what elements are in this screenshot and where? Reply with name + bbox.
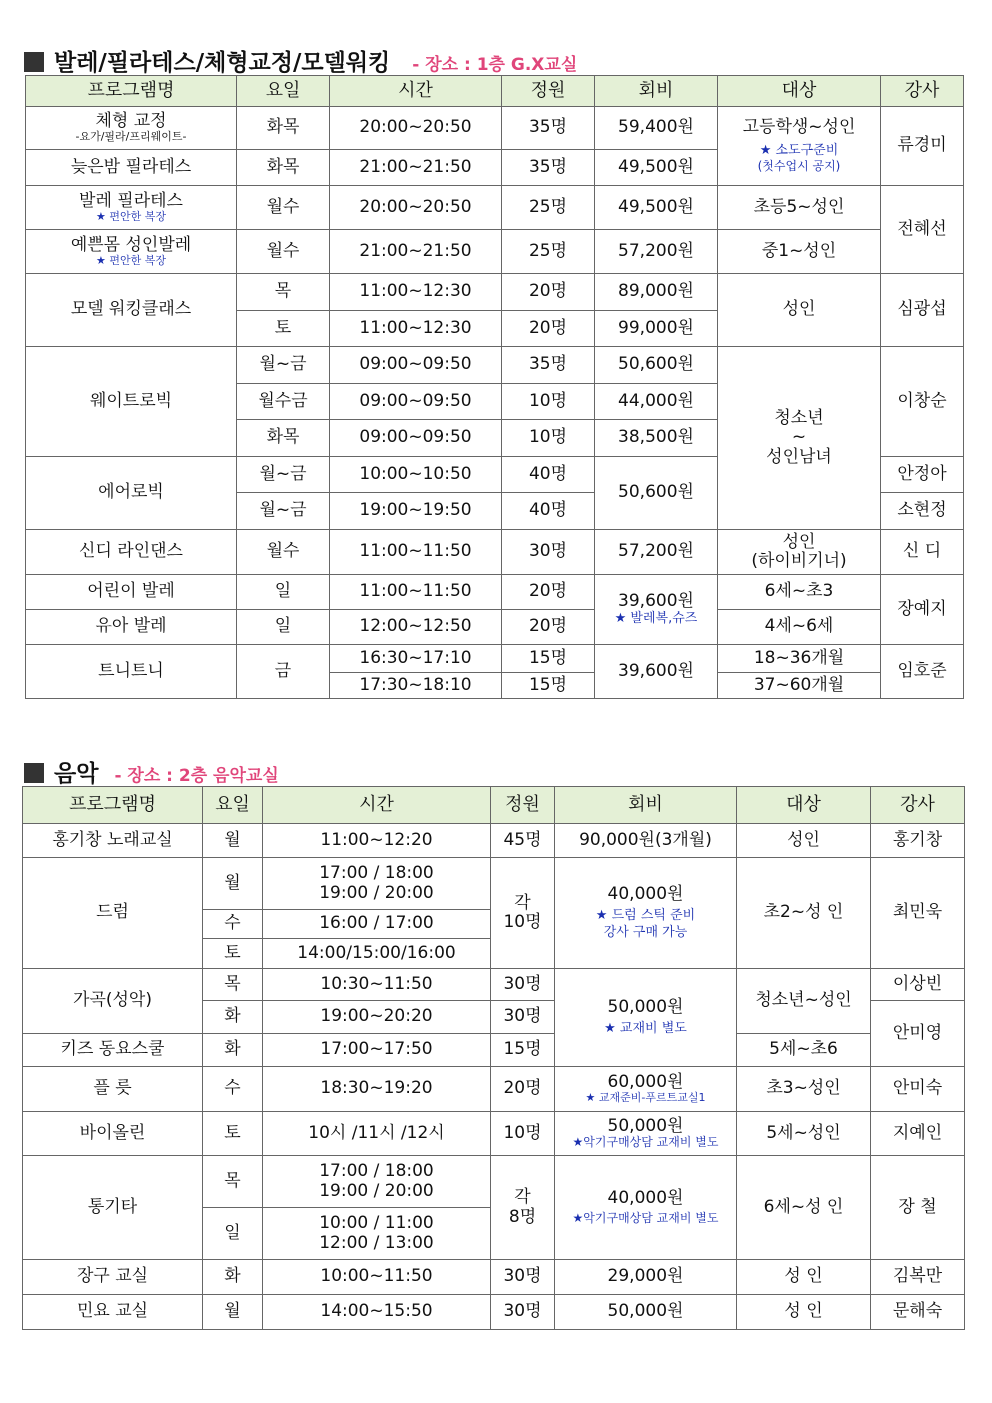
fee-cell: 89,000원 bbox=[595, 274, 718, 311]
col-header: 회비 bbox=[555, 787, 737, 824]
target-cell: 18~36개월 bbox=[718, 645, 881, 673]
time-cell: 16:30~17:10 bbox=[330, 645, 502, 673]
fee-cell: 90,000원(3개월) bbox=[555, 824, 737, 858]
target-cell: 37~60개월 bbox=[718, 673, 881, 699]
day-cell: 월 bbox=[203, 858, 263, 910]
day-cell: 토 bbox=[203, 1112, 263, 1156]
fee-cell: 44,000원 bbox=[595, 384, 718, 420]
capacity-cell: 25명 bbox=[502, 230, 595, 274]
fee-cell: 49,500원 bbox=[595, 186, 718, 230]
day-cell: 월 bbox=[203, 824, 263, 858]
program-name: 민요 교실 bbox=[23, 1295, 203, 1330]
table-row bbox=[26, 610, 964, 645]
program-name: 모델 워킹클래스 bbox=[26, 274, 237, 347]
time-cell: 21:00~21:50 bbox=[330, 150, 502, 186]
section1-title bbox=[24, 44, 577, 77]
table-row bbox=[23, 1295, 965, 1330]
target-cell: 성 인 bbox=[737, 1295, 871, 1330]
day-cell: 토 bbox=[203, 939, 263, 969]
fee-cell: 40,000원 ★악기구매상담 교재비 별도 bbox=[555, 1156, 737, 1260]
program-name: 가곡(성악) bbox=[23, 969, 203, 1034]
day-cell: 목 bbox=[237, 274, 330, 311]
teacher-cell: 소현정 bbox=[881, 493, 964, 530]
time-cell: 12:00~12:50 bbox=[330, 610, 502, 645]
program-name: 드럼 bbox=[23, 858, 203, 969]
program-name: 홍기창 노래교실 bbox=[23, 824, 203, 858]
target-cell: 5세~초6 bbox=[737, 1034, 871, 1067]
capacity-cell: 30명 bbox=[502, 530, 595, 575]
capacity-cell: 20명 bbox=[502, 274, 595, 311]
teacher-cell: 지예인 bbox=[871, 1112, 965, 1156]
table-row bbox=[26, 274, 964, 311]
capacity-cell: 20명 bbox=[502, 311, 595, 347]
teacher-cell: 전혜선 bbox=[881, 186, 964, 274]
col-header: 프로그램명 bbox=[23, 787, 203, 824]
target-cell: 초2~성 인 bbox=[737, 858, 871, 969]
time-cell: 20:00~20:50 bbox=[330, 107, 502, 150]
section2-heading: 음악 bbox=[54, 761, 99, 787]
section2-location: - 장소 : 2층 음악교실 bbox=[114, 766, 279, 786]
capacity-cell: 15명 bbox=[491, 1034, 555, 1067]
program-name: 신디 라인댄스 bbox=[26, 530, 237, 575]
time-cell: 09:00~09:50 bbox=[330, 420, 502, 457]
table-row bbox=[26, 186, 964, 230]
col-header: 정원 bbox=[491, 787, 555, 824]
day-cell: 월 bbox=[203, 1295, 263, 1330]
capacity-cell: 35명 bbox=[502, 347, 595, 384]
time-cell: 11:00~11:50 bbox=[330, 530, 502, 575]
program-name: 장구 교실 bbox=[23, 1260, 203, 1295]
fee-cell: 50,000원 bbox=[555, 1295, 737, 1330]
table-row bbox=[23, 1034, 965, 1067]
day-cell: 수 bbox=[203, 910, 263, 939]
day-cell: 화목 bbox=[237, 150, 330, 186]
time-cell: 11:00~12:30 bbox=[330, 311, 502, 347]
header-row bbox=[23, 787, 965, 824]
target-cell: 고등학생~성인 ★ 소도구준비 (첫수업시 공지) bbox=[718, 107, 881, 186]
table-row bbox=[23, 1112, 965, 1156]
capacity-cell: 15명 bbox=[502, 645, 595, 673]
program-name: 예쁜몸 성인발레 ★ 편안한 복장 bbox=[26, 230, 237, 274]
table-row bbox=[23, 1260, 965, 1295]
capacity-cell: 35명 bbox=[502, 150, 595, 186]
time-cell: 11:00~11:50 bbox=[330, 575, 502, 610]
time-cell: 17:00~17:50 bbox=[263, 1034, 491, 1067]
teacher-cell: 임호준 bbox=[881, 645, 964, 699]
fee-cell: 99,000원 bbox=[595, 311, 718, 347]
music-table bbox=[22, 786, 965, 1330]
day-cell: 월수금 bbox=[237, 384, 330, 420]
table-row bbox=[26, 645, 964, 673]
target-cell: 4세~6세 bbox=[718, 610, 881, 645]
col-header: 시간 bbox=[263, 787, 491, 824]
capacity-cell: 20명 bbox=[502, 610, 595, 645]
teacher-cell: 이창순 bbox=[881, 347, 964, 457]
program-name: 바이올린 bbox=[23, 1112, 203, 1156]
col-header: 강사 bbox=[881, 76, 964, 107]
teacher-cell: 장 철 bbox=[871, 1156, 965, 1260]
day-cell: 목 bbox=[203, 969, 263, 1001]
time-cell: 19:00~19:50 bbox=[330, 493, 502, 530]
time-cell: 10시 /11시 /12시 bbox=[263, 1112, 491, 1156]
program-name: 트니트니 bbox=[26, 645, 237, 699]
target-cell: 청소년~성인 bbox=[737, 969, 871, 1034]
table-row bbox=[26, 575, 964, 610]
col-header: 시간 bbox=[330, 76, 502, 107]
program-name: 유아 발레 bbox=[26, 610, 237, 645]
fee-cell: 50,600원 bbox=[595, 457, 718, 530]
time-cell: 09:00~09:50 bbox=[330, 347, 502, 384]
time-cell: 16:00 / 17:00 bbox=[263, 910, 491, 939]
time-cell: 11:00~12:20 bbox=[263, 824, 491, 858]
capacity-cell: 25명 bbox=[502, 186, 595, 230]
fee-cell: 57,200원 bbox=[595, 530, 718, 575]
teacher-cell: 문해숙 bbox=[871, 1295, 965, 1330]
day-cell: 금 bbox=[237, 645, 330, 699]
section2-title bbox=[24, 755, 279, 788]
capacity-cell: 30명 bbox=[491, 1260, 555, 1295]
teacher-cell: 이상빈 bbox=[871, 969, 965, 1001]
table-row bbox=[26, 107, 964, 150]
target-cell: 중1~성인 bbox=[718, 230, 881, 274]
table-row bbox=[23, 824, 965, 858]
capacity-cell: 40명 bbox=[502, 493, 595, 530]
time-cell: 14:00/15:00/16:00 bbox=[263, 939, 491, 969]
table-row bbox=[23, 858, 965, 910]
ballet-pilates-table bbox=[25, 75, 964, 699]
target-cell: 6세~초3 bbox=[718, 575, 881, 610]
fee-cell: 39,600원 bbox=[595, 645, 718, 699]
table-row bbox=[26, 530, 964, 575]
target-cell: 초등5~성인 bbox=[718, 186, 881, 230]
capacity-cell: 15명 bbox=[502, 673, 595, 699]
col-header: 대상 bbox=[737, 787, 871, 824]
program-name: 웨이트로빅 bbox=[26, 347, 237, 457]
table-row bbox=[26, 347, 964, 384]
section1-heading: 발레/필라테스/체형교정/모델워킹 bbox=[54, 50, 391, 76]
day-cell: 화 bbox=[203, 1034, 263, 1067]
target-cell: 5세~성인 bbox=[737, 1112, 871, 1156]
col-header: 요일 bbox=[237, 76, 330, 107]
day-cell: 월수 bbox=[237, 230, 330, 274]
day-cell: 목 bbox=[203, 1156, 263, 1208]
teacher-cell: 신 디 bbox=[881, 530, 964, 575]
time-cell: 09:00~09:50 bbox=[330, 384, 502, 420]
time-cell: 14:00~15:50 bbox=[263, 1295, 491, 1330]
col-header: 강사 bbox=[871, 787, 965, 824]
table-row bbox=[23, 1156, 965, 1208]
teacher-cell: 심광섭 bbox=[881, 274, 964, 347]
table-row bbox=[26, 230, 964, 274]
program-name: 에어로빅 bbox=[26, 457, 237, 530]
teacher-cell: 홍기창 bbox=[871, 824, 965, 858]
capacity-cell: 30명 bbox=[491, 1001, 555, 1034]
day-cell: 월~금 bbox=[237, 493, 330, 530]
col-header: 프로그램명 bbox=[26, 76, 237, 107]
capacity-cell: 30명 bbox=[491, 1295, 555, 1330]
fee-cell: 59,400원 bbox=[595, 107, 718, 150]
target-cell: 초3~성인 bbox=[737, 1067, 871, 1112]
table-row bbox=[23, 969, 965, 1001]
capacity-cell: 10명 bbox=[502, 384, 595, 420]
capacity-cell: 20명 bbox=[502, 575, 595, 610]
teacher-cell: 최민욱 bbox=[871, 858, 965, 969]
day-cell: 일 bbox=[203, 1208, 263, 1260]
fee-cell: 50,000원 ★ 교재비 별도 bbox=[555, 969, 737, 1067]
program-name: 발레 필라테스 ★ 편안한 복장 bbox=[26, 186, 237, 230]
capacity-cell: 각 10명 bbox=[491, 858, 555, 969]
target-cell: 성 인 bbox=[737, 1260, 871, 1295]
day-cell: 화 bbox=[203, 1001, 263, 1034]
fee-cell: 60,000원 ★ 교재준비-푸르트교실1 bbox=[555, 1067, 737, 1112]
day-cell: 토 bbox=[237, 311, 330, 347]
capacity-cell: 10명 bbox=[502, 420, 595, 457]
fee-cell: 39,600원 ★ 발레복,슈즈 bbox=[595, 575, 718, 645]
teacher-cell: 안미영 bbox=[871, 1001, 965, 1067]
time-cell: 21:00~21:50 bbox=[330, 230, 502, 274]
program-name: 통기타 bbox=[23, 1156, 203, 1260]
day-cell: 월수 bbox=[237, 530, 330, 575]
day-cell: 월수 bbox=[237, 186, 330, 230]
teacher-cell: 김복만 bbox=[871, 1260, 965, 1295]
target-cell: 청소년 ~ 성인남녀 bbox=[718, 347, 881, 530]
time-cell: 17:30~18:10 bbox=[330, 673, 502, 699]
teacher-cell: 류경미 bbox=[881, 107, 964, 186]
day-cell: 화목 bbox=[237, 420, 330, 457]
capacity-cell: 40명 bbox=[502, 457, 595, 493]
square-bullet-icon bbox=[24, 52, 44, 72]
capacity-cell: 35명 bbox=[502, 107, 595, 150]
time-cell: 19:00~20:20 bbox=[263, 1001, 491, 1034]
day-cell: 수 bbox=[203, 1067, 263, 1112]
time-cell: 10:00~10:50 bbox=[330, 457, 502, 493]
capacity-cell: 20명 bbox=[491, 1067, 555, 1112]
capacity-cell: 45명 bbox=[491, 824, 555, 858]
time-cell: 17:00 / 18:00 19:00 / 20:00 bbox=[263, 858, 491, 910]
time-cell: 17:00 / 18:00 19:00 / 20:00 bbox=[263, 1156, 491, 1208]
table-row bbox=[23, 1067, 965, 1112]
teacher-cell: 안미숙 bbox=[871, 1067, 965, 1112]
time-cell: 18:30~19:20 bbox=[263, 1067, 491, 1112]
day-cell: 일 bbox=[237, 575, 330, 610]
fee-cell: 40,000원 ★ 드럼 스틱 준비 강사 구매 가능 bbox=[555, 858, 737, 969]
col-header: 회비 bbox=[595, 76, 718, 107]
day-cell: 월~금 bbox=[237, 457, 330, 493]
square-bullet-icon bbox=[24, 763, 44, 783]
capacity-cell: 10명 bbox=[491, 1112, 555, 1156]
time-cell: 10:30~11:50 bbox=[263, 969, 491, 1001]
target-cell: 성인 bbox=[737, 824, 871, 858]
target-cell: 성인 bbox=[718, 274, 881, 347]
time-cell: 10:00~11:50 bbox=[263, 1260, 491, 1295]
day-cell: 화목 bbox=[237, 107, 330, 150]
program-name: 어린이 발레 bbox=[26, 575, 237, 610]
day-cell: 일 bbox=[237, 610, 330, 645]
capacity-cell: 각 8명 bbox=[491, 1156, 555, 1260]
teacher-cell: 안정아 bbox=[881, 457, 964, 493]
header-row bbox=[26, 76, 964, 107]
target-cell: 6세~성 인 bbox=[737, 1156, 871, 1260]
program-name: 키즈 동요스쿨 bbox=[23, 1034, 203, 1067]
fee-cell: 49,500원 bbox=[595, 150, 718, 186]
day-cell: 화 bbox=[203, 1260, 263, 1295]
time-cell: 10:00 / 11:00 12:00 / 13:00 bbox=[263, 1208, 491, 1260]
fee-cell: 29,000원 bbox=[555, 1260, 737, 1295]
fee-cell: 50,000원 ★악기구매상담 교재비 별도 bbox=[555, 1112, 737, 1156]
col-header: 대상 bbox=[718, 76, 881, 107]
col-header: 정원 bbox=[502, 76, 595, 107]
target-cell: 성인 (하이비기너) bbox=[718, 530, 881, 575]
time-cell: 20:00~20:50 bbox=[330, 186, 502, 230]
time-cell: 11:00~12:30 bbox=[330, 274, 502, 311]
col-header: 요일 bbox=[203, 787, 263, 824]
day-cell: 월~금 bbox=[237, 347, 330, 384]
program-name: 플 릇 bbox=[23, 1067, 203, 1112]
capacity-cell: 30명 bbox=[491, 969, 555, 1001]
fee-cell: 50,600원 bbox=[595, 347, 718, 384]
fee-cell: 38,500원 bbox=[595, 420, 718, 457]
section1-location: - 장소 : 1층 G.X교실 bbox=[412, 55, 578, 75]
fee-cell: 57,200원 bbox=[595, 230, 718, 274]
program-name: 늦은밤 필라테스 bbox=[26, 150, 237, 186]
program-name: 체형 교정 -요가/필라/프리웨이트- bbox=[26, 107, 237, 150]
teacher-cell: 장예지 bbox=[881, 575, 964, 645]
